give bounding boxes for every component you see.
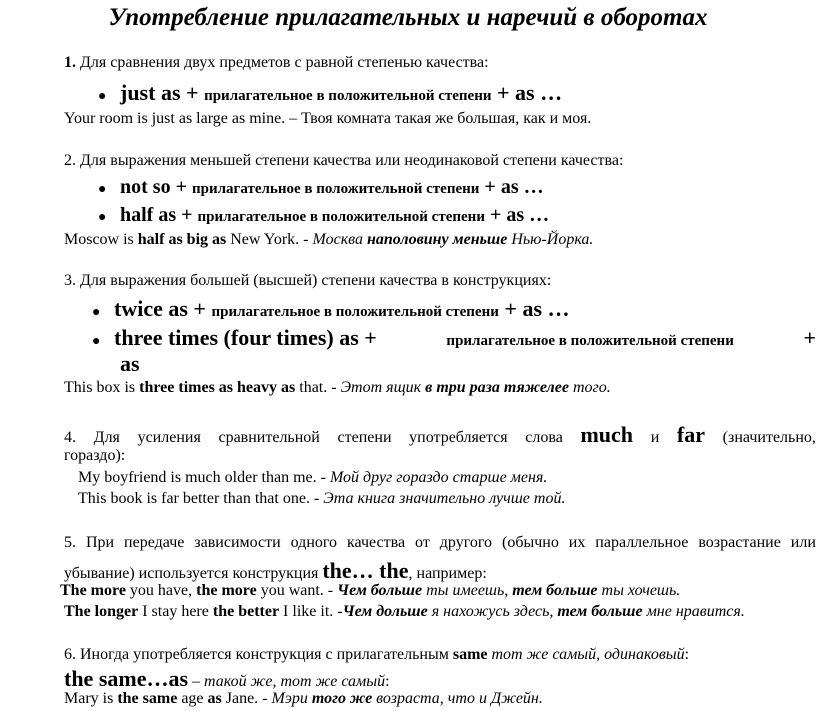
example-keyword: three times as heavy as: [139, 379, 296, 396]
word: (обычно: [501, 534, 559, 551]
plus-sign: +: [180, 80, 205, 105]
section-heading-text: Для сравнения двух предметов с равной степенью качества:: [76, 54, 489, 71]
bullet-continuation: as: [120, 351, 140, 376]
section-2-heading: 2. Для выражения меньшей степени качества или неодинаковой степени качества:: [64, 152, 624, 169]
bullet-half-as: [98, 204, 549, 227]
page-title: Употребление прилагательных и наречий в оборотах: [108, 4, 708, 31]
word: 5.: [64, 534, 76, 551]
translation-text: Эта книга значительно лучше той.: [323, 490, 566, 507]
word: от: [415, 534, 430, 551]
construction-text: прилагательное в положительной степени: [191, 181, 480, 197]
bullet-dot-icon: ●: [98, 210, 107, 225]
example-text: I like it. -: [279, 603, 343, 620]
plus-sign: +: [491, 80, 516, 105]
translation-keyword: в три раза тяжелее: [425, 379, 569, 396]
example-text: This box is: [64, 379, 140, 396]
word: одного: [290, 534, 338, 551]
example-keyword: The more: [60, 582, 126, 599]
translation-text: Мой друг гораздо старше меня.: [329, 469, 548, 486]
example-text: Jane. -: [221, 690, 272, 707]
word: или: [790, 534, 816, 551]
section-3-example: [64, 379, 611, 397]
word: (значительно,: [722, 429, 816, 446]
construction-text: прилагательное в положительной степени: [204, 88, 492, 104]
word: параллельное: [595, 534, 689, 551]
word: сравнительной: [218, 429, 320, 446]
section-1-heading: [64, 54, 489, 72]
translation-keyword: тем больше: [512, 582, 598, 599]
translation-text: Мэри: [271, 690, 312, 707]
word: их: [568, 534, 586, 551]
keyword-the-same-as: the same…as: [64, 666, 189, 691]
keyword-far: far: [676, 422, 706, 447]
heading-text: убывание) используется конструкция: [64, 565, 323, 582]
word: 4.: [64, 429, 76, 446]
word: качества: [347, 534, 406, 551]
translation-keyword: Чем дольше: [342, 603, 428, 620]
word: передаче: [124, 534, 185, 551]
section-number: 1.: [64, 54, 76, 71]
example-keyword: the better: [212, 603, 280, 620]
translation-text: того.: [568, 379, 611, 396]
word: слова: [525, 429, 563, 446]
section-6-construction: [64, 666, 390, 692]
plus-sign: +: [187, 296, 212, 321]
bullet-dot-icon: ●: [92, 334, 101, 349]
heading-text: , например:: [408, 565, 487, 582]
example-keyword: as: [207, 690, 222, 707]
word: употребляется: [409, 429, 508, 446]
section-4-example-2: [78, 490, 565, 508]
bullet-dot-icon: ●: [92, 305, 101, 320]
heading-text: :: [385, 673, 390, 690]
translation-text: ты хочешь.: [597, 582, 681, 599]
bullet-dot-icon: ●: [98, 89, 107, 104]
word: и: [650, 429, 660, 446]
section-4-example-1: [78, 469, 547, 487]
word: При: [85, 534, 115, 551]
word: зависимости: [194, 534, 281, 551]
example-text: My boyfriend is much older than me. -: [78, 469, 330, 486]
heading-text: :: [684, 646, 690, 663]
section-5-example-2: [64, 603, 745, 621]
section-4-heading-cont: гораздо):: [64, 447, 126, 464]
keyword: as …: [500, 176, 544, 198]
section-3-heading: 3. Для выражения большей (высшей) степени качества в конструкциях:: [64, 272, 552, 289]
keyword: just as: [120, 80, 181, 105]
translation-text: тот же самый, одинаковый: [487, 646, 685, 663]
section-1-example: Your room is just as large as mine. – Твоя комната такая же большая, как и моя.: [64, 110, 592, 127]
construction-text: прилагательное в положительной степени: [211, 304, 499, 320]
example-text: This book is far better than that one. -: [78, 490, 324, 507]
keyword: three times (four times) as +: [114, 325, 377, 350]
bullet-just-as: [98, 80, 562, 106]
translation-keyword: наполовину меньше: [367, 231, 508, 248]
section-5-example-1: [60, 582, 680, 600]
keyword: twice as: [114, 296, 188, 321]
keyword: as …: [522, 296, 570, 321]
translation-text: – такой же, тот же самый: [188, 673, 386, 690]
translation-text: ты имеешь,: [422, 582, 513, 599]
word: усиления: [137, 429, 201, 446]
example-text: New York. -: [226, 231, 313, 248]
heading-text: 6. Иногда употребляется конструкция с прилагательным: [64, 646, 453, 663]
plus-sign: +: [479, 176, 501, 198]
word: Для: [93, 429, 120, 446]
keyword: as …: [506, 204, 550, 226]
example-keyword: half as big as: [137, 231, 227, 248]
translation-keyword: тем больше: [557, 603, 643, 620]
example-text: you want. -: [256, 582, 338, 599]
example-text: I stay here: [138, 603, 213, 620]
keyword: as …: [515, 80, 563, 105]
plus-sign: +: [484, 204, 507, 226]
keyword-same: same: [452, 646, 488, 663]
example-keyword: the more: [196, 582, 257, 599]
word: степени: [337, 429, 392, 446]
example-text: Mary is: [64, 690, 118, 707]
keyword-much: much: [580, 422, 634, 447]
word: другого: [439, 534, 493, 551]
bullet-dot-icon: ●: [98, 182, 107, 197]
section-2-example: [64, 231, 593, 249]
construction-text: прилагательное в положительной степени: [446, 333, 734, 349]
section-6-heading: [64, 646, 689, 664]
translation-text: Москва: [312, 231, 368, 248]
translation-keyword: Чем больше: [337, 582, 423, 599]
translation-keyword: того же: [311, 690, 373, 707]
plus-sign: +: [803, 325, 816, 350]
bullet-not-so: [98, 176, 544, 199]
translation-text: Нью-Йорка.: [507, 231, 594, 248]
example-text: Moscow is: [64, 231, 138, 248]
bullet-three-times-as: [92, 325, 816, 351]
section-6-example: [64, 690, 543, 708]
keyword-the-the: the… the: [322, 558, 409, 583]
translation-text: мне нравится.: [642, 603, 745, 620]
translation-text: я нахожусь здесь,: [427, 603, 558, 620]
example-keyword: the same: [117, 690, 178, 707]
example-text: age: [177, 690, 208, 707]
keyword: half as: [120, 204, 177, 226]
bullet-twice-as: [92, 296, 570, 322]
section-4-heading: [64, 422, 816, 448]
plus-sign: +: [176, 204, 198, 226]
construction-text: прилагательное в положительной степени: [197, 209, 485, 225]
example-text: that. -: [295, 379, 341, 396]
section-5-heading-cont: [64, 558, 487, 584]
example-text: you have,: [125, 582, 197, 599]
example-keyword: The longer: [64, 603, 139, 620]
plus-sign: +: [170, 176, 192, 198]
section-5-heading: [64, 534, 816, 552]
translation-text: возраста, что и Джейн.: [372, 690, 543, 707]
keyword: not so: [120, 176, 171, 198]
word: возрастание: [698, 534, 781, 551]
translation-text: Этот ящик: [340, 379, 426, 396]
plus-sign: +: [498, 296, 523, 321]
